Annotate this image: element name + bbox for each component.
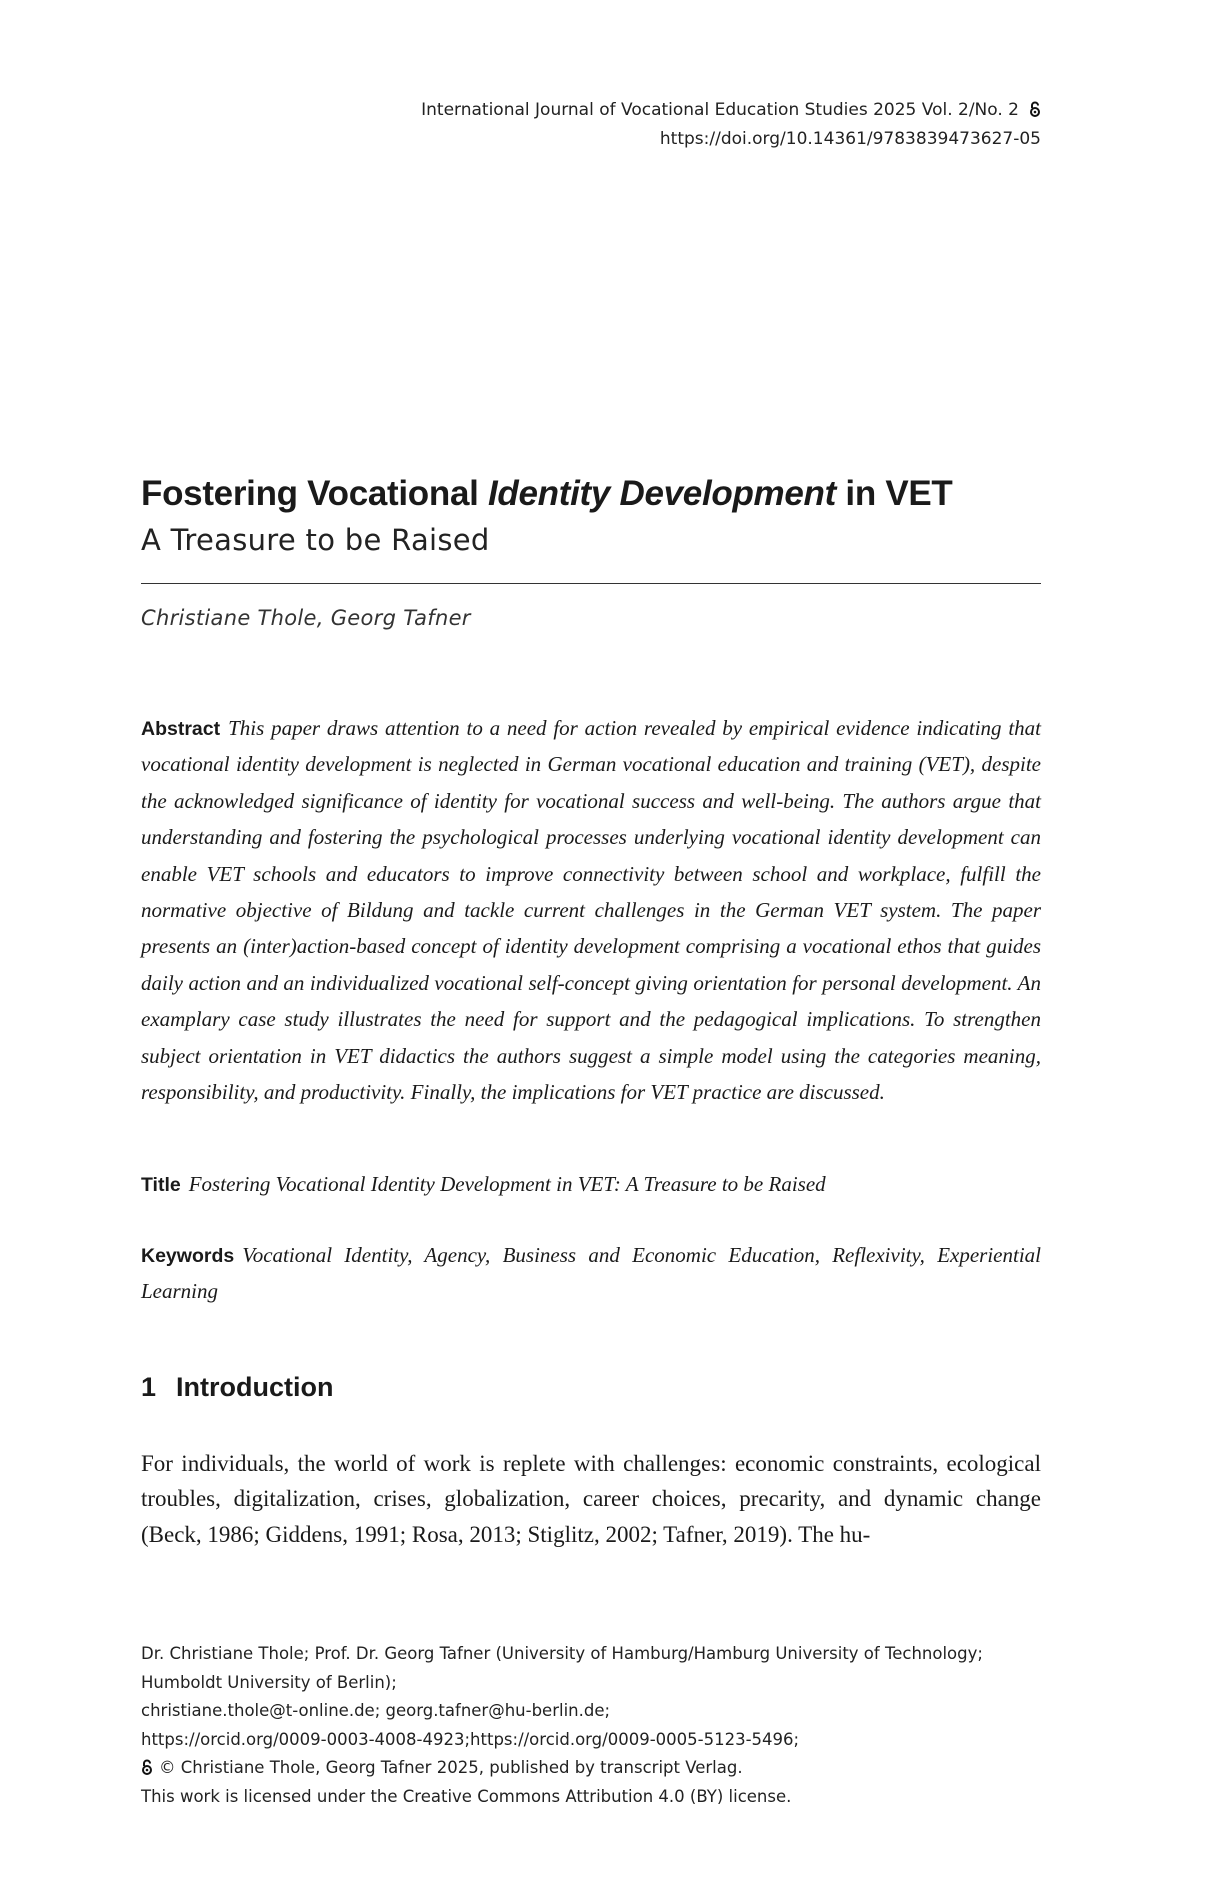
- doi-link[interactable]: https://doi.org/10.14361/9783839473627-05: [659, 129, 1041, 149]
- body-paragraph: For individuals, the world of work is replete with challenges: economic constraints, ecological troubles, digitalization, crises, globalization, career choices, precarity, and dynamic change (Beck, 1986; Giddens, 1991; Rosa, 2013; Stiglitz, 2002; Tafner, 2019). The hu-: [141, 1451, 1041, 1547]
- section-heading: [141, 1372, 1041, 1403]
- article-subtitle: A Treasure to be Raised: [141, 523, 490, 557]
- title-label: Title: [141, 1174, 181, 1196]
- abstract: [141, 711, 1041, 1111]
- title-text: Fostering Vocational Identity Development in VET: A Treasure to be Raised: [188, 1172, 826, 1196]
- article-title: [141, 472, 1041, 516]
- footnote-orcids[interactable]: https://orcid.org/0009-0003-4008-4923;https://orcid.org/0009-0005-5123-5496;: [141, 1729, 800, 1749]
- keywords-label: Keywords: [141, 1245, 235, 1267]
- abstract-label: Abstract: [141, 718, 221, 740]
- title-emphasis: Identity Development: [488, 474, 836, 513]
- section-body: [141, 1446, 1041, 1552]
- article-authors: Christiane Thole, Georg Tafner: [141, 606, 471, 630]
- journal-line: [421, 96, 1041, 125]
- keywords: [141, 1238, 1041, 1311]
- title-part: in VET: [845, 474, 953, 513]
- keywords-text: Vocational Identity, Agency, Business and Economic Education, Reflexivity, Experiential Learning: [141, 1243, 1041, 1304]
- footnote-emails[interactable]: christiane.thole@t-online.de; georg.tafner@hu-berlin.de;: [141, 1701, 611, 1720]
- section-title: Introduction: [176, 1372, 334, 1402]
- footnote-copyright: © Christiane Thole, Georg Tafner 2025, published by transcript Verlag.: [159, 1758, 743, 1777]
- section-number: 1: [141, 1372, 157, 1402]
- open-access-icon: [141, 1759, 153, 1775]
- open-access-icon: [1029, 101, 1041, 117]
- abstract-text: This paper draws attention to a need for action revealed by empirical evidence indicating that vocational identity development is neglected in German vocational education and training (VET), despite the acknowledged significance of identity for vocational success and well-being. The authors argue that understanding and fostering the psychological processes underlying vocational identity development can enable VET schools and educators to improve connectivity between school and workplace, fulfill the normative objective of Bildung and tackle current challenges in the German VET system. The paper presents an (inter)action-based concept of identity development comprising a vocational ethos that guides daily action and an individualized vocational self-concept giving orientation for personal development. An examplary case study illustrates the need for support and the pedagogical implications. To strengthen subject orientation in VET didactics the authors suggest a simple model using the categories meaning, responsibility, and productivity. Finally, the implications for VET practice are discussed.: [141, 716, 1041, 1105]
- journal-header: [421, 96, 1041, 154]
- journal-name: International Journal of Vocational Education Studies 2025 Vol. 2/No. 2: [421, 100, 1019, 120]
- footnote-copyright-line: [141, 1754, 1041, 1783]
- title-metadata: [141, 1167, 1041, 1203]
- footnote: [141, 1640, 1041, 1811]
- title-part: Fostering Vocational: [141, 474, 479, 513]
- footnote-affiliation: Dr. Christiane Thole; Prof. Dr. Georg Tafner (University of Hamburg/Hamburg University of Technology; Humboldt University of Berlin);: [141, 1644, 983, 1692]
- footnote-license: This work is licensed under the Creative Commons Attribution 4.0 (BY) license.: [141, 1786, 792, 1806]
- title-divider: [141, 583, 1041, 584]
